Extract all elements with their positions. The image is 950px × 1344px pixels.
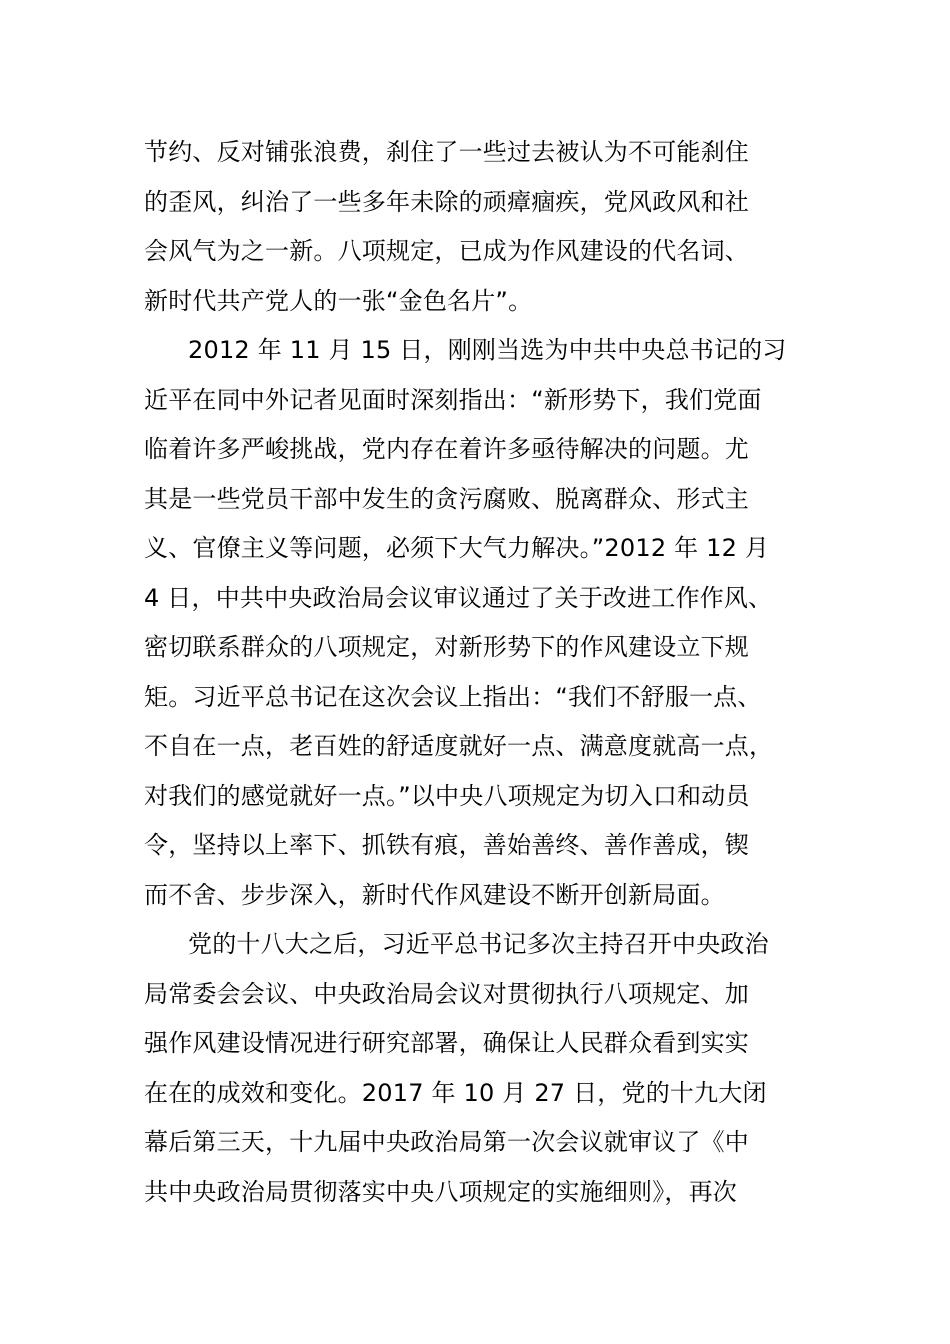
text-line: 新时代共产党人的一张“金色名片”。 bbox=[144, 286, 533, 315]
text-line: 局常委会会议、中央政治局会议对贯彻执行八项规定、加 bbox=[144, 979, 749, 1008]
text-line: 强作风建设情况进行研究部署，确保让人民群众看到实实 bbox=[144, 1029, 749, 1057]
text-line: 其是一些党员干部中发生的贪污腐败、脱离群众、形式主 bbox=[144, 484, 749, 513]
text-line: 的歪风，纠治了一些多年未除的顽瘴痼疾，党风政风和社 bbox=[144, 187, 749, 216]
text-line: 共中央政治局贯彻落实中央八项规定的实施细则》，再次 bbox=[144, 1177, 737, 1206]
text-line: 令，坚持以上率下、抓铁有痕，善始善终、善作善成，锲 bbox=[144, 831, 749, 859]
text-line: 会风气为之一新。八项规定，已成为作风建设的代名词、 bbox=[144, 237, 749, 265]
text-line: 幕后第三天，十九届中央政治局第一次会议就审议了《中 bbox=[144, 1128, 749, 1156]
paragraph-2 bbox=[144, 326, 808, 920]
text-line: 矩。习近平总书记在这次会议上指出：“我们不舒服一点、 bbox=[144, 682, 762, 711]
text-line: 在在的成效和变化。2017 年 10 月 27 日，党的十九大闭 bbox=[144, 1078, 767, 1107]
paragraph-3 bbox=[144, 920, 808, 1217]
document-body bbox=[144, 128, 808, 1217]
text-line: 节约、反对铺张浪费，刹住了一些过去被认为不可能刹住 bbox=[144, 138, 749, 166]
text-line-indented: 党的十八大之后，习近平总书记多次主持召开中央政治 bbox=[188, 930, 769, 958]
text-line: 临着许多严峻挑战，党内存在着许多亟待解决的问题。尤 bbox=[144, 435, 749, 463]
text-line: 密切联系群众的八项规定，对新形势下的作风建设立下规 bbox=[144, 633, 749, 661]
text-line-indented: 2012 年 11 月 15 日，刚刚当选为中共中央总书记的习 bbox=[188, 336, 787, 364]
text-line: 4 日，中共中央政治局会议审议通过了关于改进工作作风、 bbox=[144, 583, 773, 612]
text-line: 对我们的感觉就好一点。”以中央八项规定为切入口和动员 bbox=[144, 781, 750, 810]
text-line: 而不舍、步步深入，新时代作风建设不断开创新局面。 bbox=[144, 880, 725, 909]
text-line: 不自在一点，老百姓的舒适度就好一点、满意度就高一点， bbox=[144, 732, 774, 760]
paragraph-1 bbox=[144, 128, 808, 326]
text-line: 义、官僚主义等问题，必须下大气力解决。”2012 年 12 月 bbox=[144, 534, 770, 562]
text-line: 近平在同中外记者见面时深刻指出：“新形势下，我们党面 bbox=[144, 385, 762, 414]
